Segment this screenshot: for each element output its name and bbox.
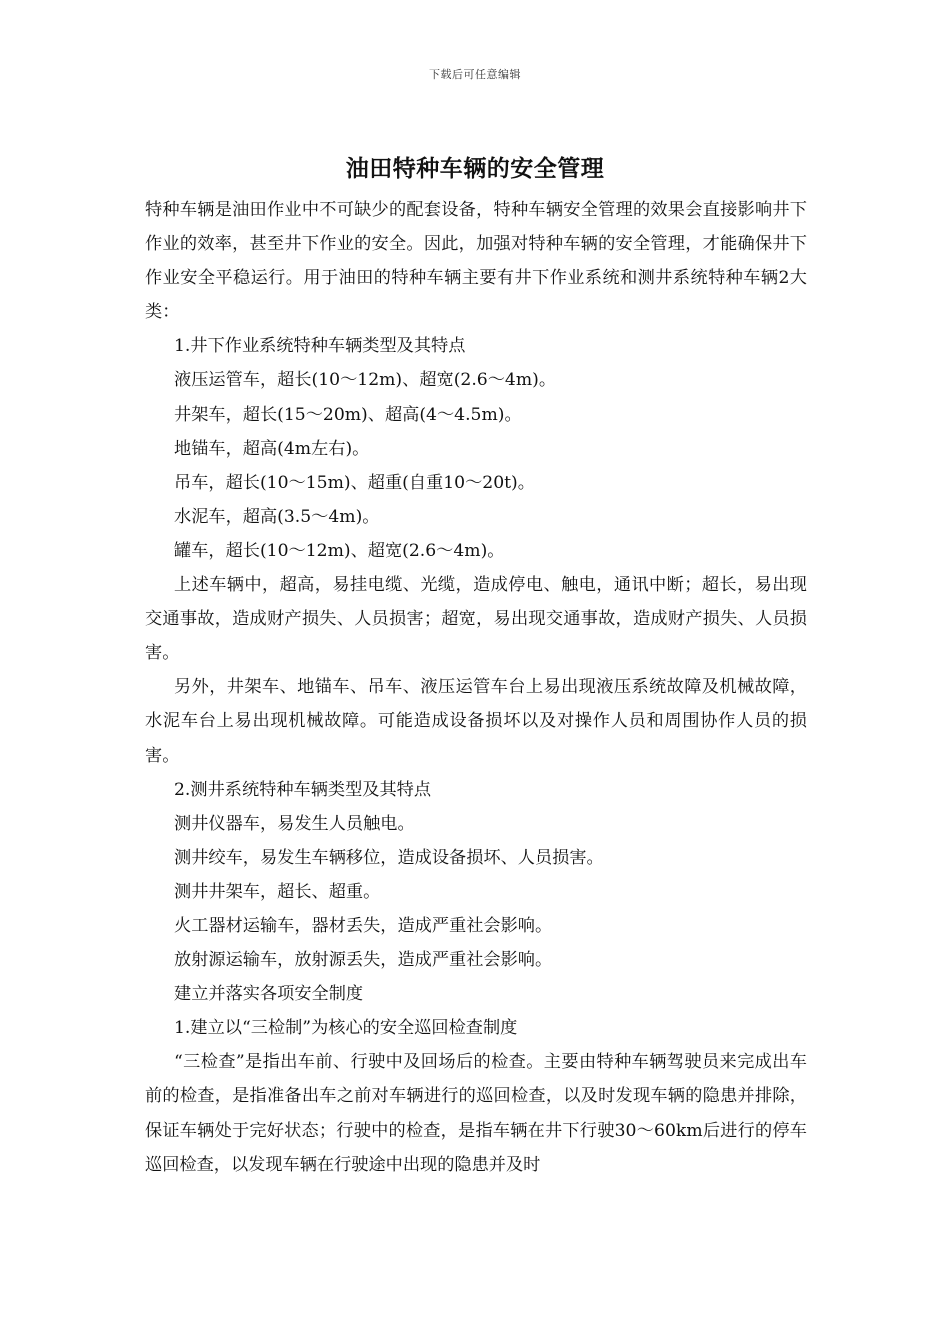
paragraph: 液压运管车，超长(10～12m)、超宽(2.6～4m)。 (174, 370, 557, 391)
paragraph: 测井绞车，易发生车辆移位，造成设备损坏、人员损害。 (174, 847, 604, 868)
paragraph: 放射源运输车，放射源丢失，造成严重社会影响。 (174, 950, 553, 971)
paragraph: 建立并落实各项安全制度 (174, 984, 364, 1005)
paragraph: 井架车，超长(15～20m)、超高(4～4.5m)。 (174, 404, 522, 425)
header-note: 下载后可任意编辑 (429, 68, 521, 81)
paragraph: 吊车，超长(10～15m)、超重(自重10～20t)。 (174, 472, 535, 493)
paragraph: 1.建立以“三检制”为核心的安全巡回检查制度 (174, 1018, 518, 1039)
paragraph: 地锚车，超高(4m左右)。 (174, 438, 370, 459)
paragraph: “三检查”是指出车前、行驶中及回场后的检查。主要由特种车辆驾驶员来完成出车前的检查，是指准备出车之前对车辆进行的巡回检查，以及时发现车辆的隐患并排除，保证车辆处于完好状态；行驶中的检查，是指车辆在井下行驶30～60km后进行的停车巡回检查，以发现车辆在行驶途中出现的隐患并及时 (145, 1052, 807, 1175)
paragraph: 2.测井系统特种车辆类型及其特点 (174, 779, 432, 800)
paragraph: 罐车，超长(10～12m)、超宽(2.6～4m)。 (174, 540, 505, 561)
paragraph: 水泥车，超高(3.5～4m)。 (174, 506, 380, 527)
document-title: 油田特种车辆的安全管理 (345, 156, 605, 182)
paragraph: 特种车辆是油田作业中不可缺少的配套设备，特种车辆安全管理的效果会直接影响井下作业的效率，甚至井下作业的安全。因此，加强对特种车辆的安全管理，才能确保井下作业安全平稳运行。用于油田的特种车辆主要有井下作业系统和测井系统特种车辆2大类： (145, 200, 807, 323)
paragraph: 测井仪器车，易发生人员触电。 (174, 813, 415, 834)
paragraph: 火工器材运输车，器材丢失，造成严重社会影响。 (174, 915, 553, 936)
document-body (145, 193, 807, 1182)
paragraph: 1.井下作业系统特种车辆类型及其特点 (174, 336, 466, 357)
paragraph: 另外，井架车、地锚车、吊车、液压运管车台上易出现液压系统故障及机械故障，水泥车台上易出现机械故障。可能造成设备损坏以及对操作人员和周围协作人员的损害。 (145, 677, 807, 766)
paragraph: 上述车辆中，超高，易挂电缆、光缆，造成停电、触电，通讯中断；超长，易出现交通事故，造成财产损失、人员损害；超宽，易出现交通事故，造成财产损失、人员损害。 (145, 575, 807, 664)
paragraph: 测井井架车，超长、超重。 (174, 881, 381, 902)
